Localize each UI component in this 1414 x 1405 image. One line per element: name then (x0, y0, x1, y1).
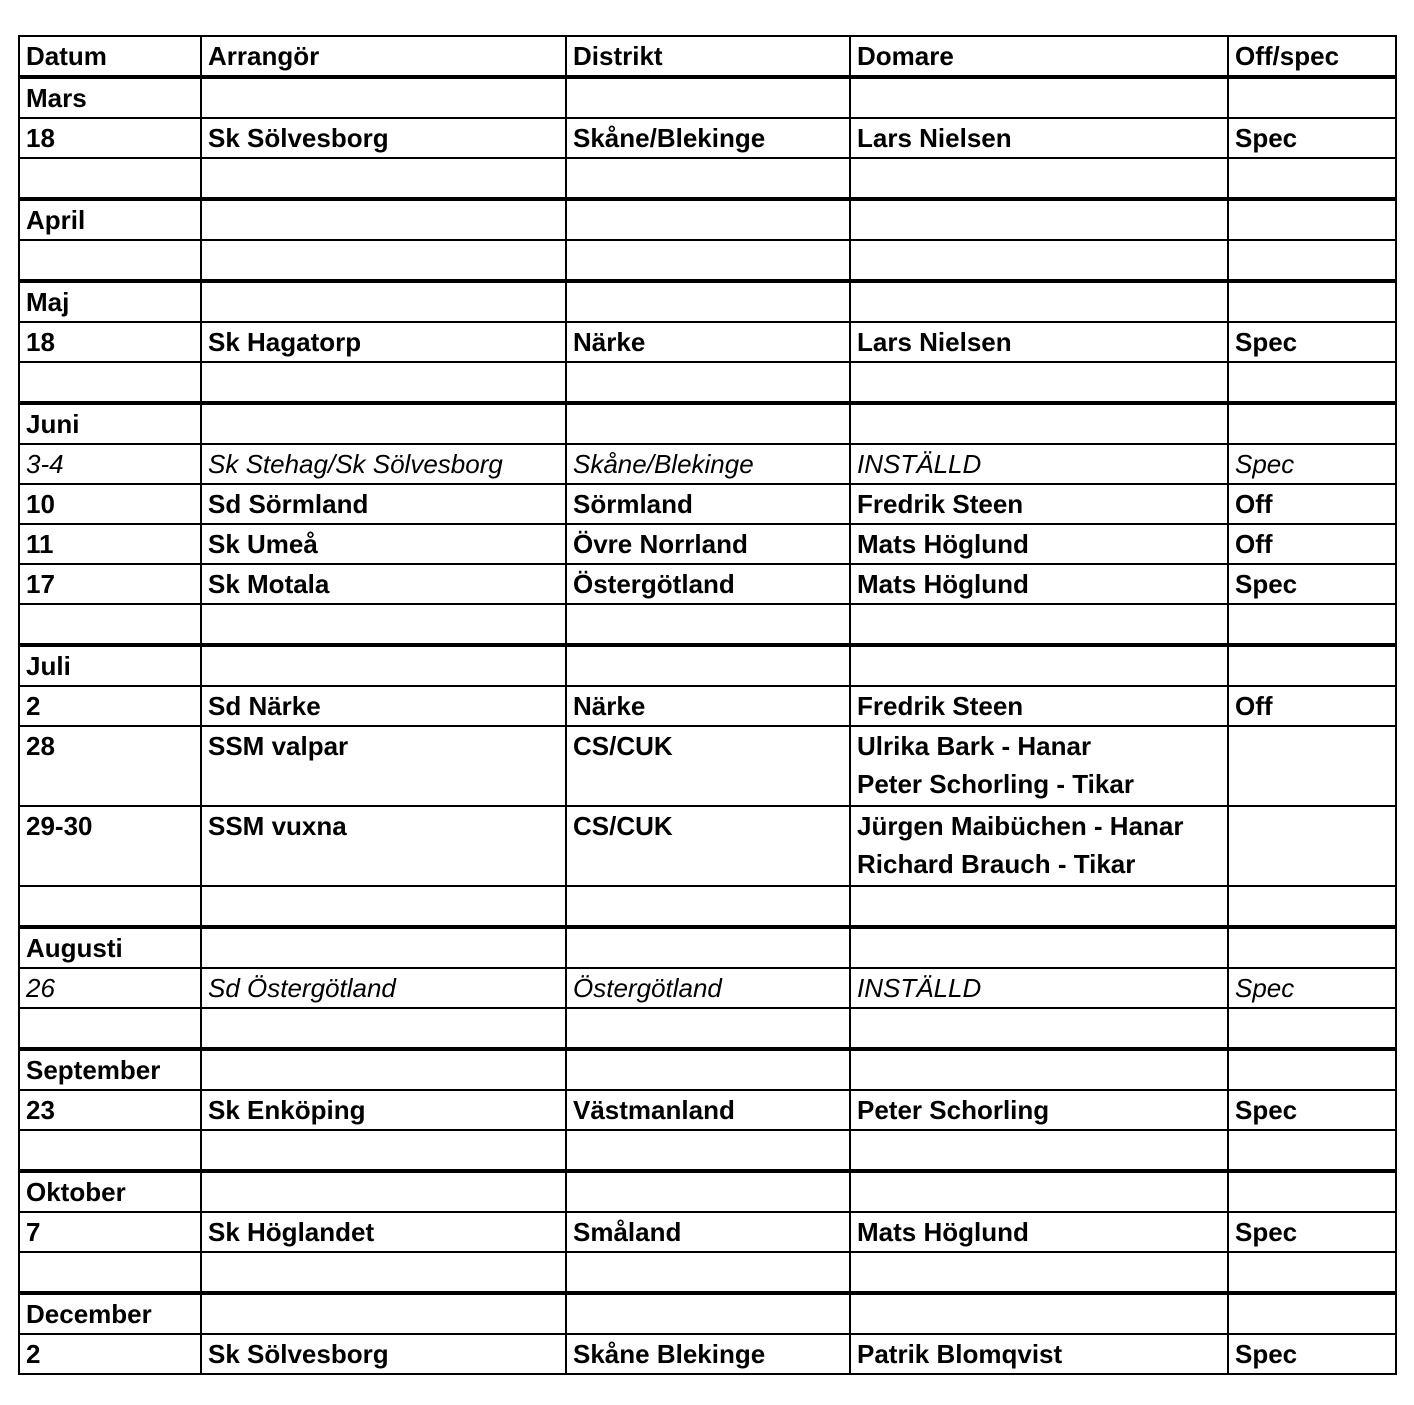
month-row (19, 1049, 1396, 1090)
cell-datum (19, 886, 201, 927)
cell-domare (850, 806, 1228, 886)
header-domare: Domare (850, 36, 1228, 77)
cell-arrangor (201, 604, 566, 645)
cell-arrangor: Sk Sölvesborg (201, 118, 566, 158)
cell-domare: Lars Nielsen (850, 118, 1228, 158)
cell-off-spec (1228, 806, 1396, 886)
cell-domare: Lars Nielsen (850, 322, 1228, 362)
cell-arrangor (201, 403, 566, 444)
cell-distrikt: Skåne/Blekinge (566, 118, 850, 158)
month-row (19, 281, 1396, 322)
cell-distrikt: Östergötland (566, 968, 850, 1008)
cell-arrangor (201, 1293, 566, 1334)
cell-off-spec (1228, 403, 1396, 444)
cell-domare (850, 1293, 1228, 1334)
cell-off-spec (1228, 1130, 1396, 1171)
table-row (19, 1212, 1396, 1252)
cell-datum (19, 1008, 201, 1049)
cell-datum: 7 (19, 1212, 201, 1252)
cell-distrikt: CS/CUK (566, 726, 850, 806)
table-row (19, 564, 1396, 604)
blank-row (19, 362, 1396, 403)
month-label: Maj (19, 281, 201, 322)
cell-domare: Mats Höglund (850, 524, 1228, 564)
header-row (19, 36, 1396, 77)
cell-distrikt: Sörmland (566, 484, 850, 524)
blank-row (19, 1130, 1396, 1171)
cell-off-spec: Spec (1228, 444, 1396, 484)
month-row (19, 1171, 1396, 1212)
blank-row (19, 158, 1396, 199)
cell-domare: INSTÄLLD (850, 444, 1228, 484)
cell-off-spec: Spec (1228, 968, 1396, 1008)
cell-distrikt: Övre Norrland (566, 524, 850, 564)
cell-datum: 10 (19, 484, 201, 524)
cell-distrikt (566, 362, 850, 403)
table-row (19, 524, 1396, 564)
cell-distrikt: Närke (566, 686, 850, 726)
cell-off-spec (1228, 1252, 1396, 1293)
cell-domare (850, 362, 1228, 403)
cell-domare (850, 927, 1228, 968)
judge-line-1: Ulrika Bark - Hanar (857, 731, 1092, 761)
table-row (19, 726, 1396, 806)
cell-domare: Mats Höglund (850, 564, 1228, 604)
cell-domare (850, 281, 1228, 322)
cell-domare: INSTÄLLD (850, 968, 1228, 1008)
cell-off-spec (1228, 1008, 1396, 1049)
cell-distrikt (566, 1293, 850, 1334)
cell-arrangor: Sk Hagatorp (201, 322, 566, 362)
cell-domare (850, 403, 1228, 444)
cell-arrangor: Sk Stehag/Sk Sölvesborg (201, 444, 566, 484)
cell-arrangor (201, 362, 566, 403)
cell-arrangor (201, 927, 566, 968)
month-label: Augusti (19, 927, 201, 968)
table-row (19, 686, 1396, 726)
cell-arrangor: SSM vuxna (201, 806, 566, 886)
cell-arrangor (201, 645, 566, 686)
cell-datum (19, 1252, 201, 1293)
cell-distrikt (566, 1130, 850, 1171)
month-row (19, 645, 1396, 686)
table-row (19, 806, 1396, 886)
cell-off-spec (1228, 726, 1396, 806)
cell-arrangor: Sk Sölvesborg (201, 1334, 566, 1374)
cell-arrangor: Sd Närke (201, 686, 566, 726)
header-arrangor: Arrangör (201, 36, 566, 77)
month-label: Mars (19, 77, 201, 118)
cell-distrikt: Skåne Blekinge (566, 1334, 850, 1374)
cell-arrangor (201, 199, 566, 240)
month-label: April (19, 199, 201, 240)
cell-domare (850, 886, 1228, 927)
schedule-table (18, 35, 1397, 1375)
blank-row (19, 886, 1396, 927)
cell-arrangor: Sd Sörmland (201, 484, 566, 524)
schedule-table-body (19, 36, 1396, 1374)
cell-off-spec (1228, 927, 1396, 968)
cell-datum: 18 (19, 322, 201, 362)
cell-datum: 2 (19, 686, 201, 726)
blank-row (19, 1008, 1396, 1049)
cell-domare (850, 1171, 1228, 1212)
blank-row (19, 240, 1396, 281)
cell-domare (850, 726, 1228, 806)
cell-domare (850, 158, 1228, 199)
cell-off-spec (1228, 645, 1396, 686)
table-row (19, 118, 1396, 158)
cell-arrangor (201, 1049, 566, 1090)
cell-off-spec: Spec (1228, 564, 1396, 604)
header-distrikt: Distrikt (566, 36, 850, 77)
cell-arrangor (201, 240, 566, 281)
month-label: Juni (19, 403, 201, 444)
cell-domare: Fredrik Steen (850, 484, 1228, 524)
cell-datum: 28 (19, 726, 201, 806)
cell-off-spec (1228, 240, 1396, 281)
cell-domare (850, 77, 1228, 118)
month-row (19, 927, 1396, 968)
cell-distrikt (566, 281, 850, 322)
cell-off-spec: Spec (1228, 1334, 1396, 1374)
judge-line-2: Richard Brauch - Tikar (857, 849, 1136, 879)
cell-arrangor: SSM valpar (201, 726, 566, 806)
cell-domare (850, 604, 1228, 645)
cell-domare (850, 199, 1228, 240)
blank-row (19, 1252, 1396, 1293)
cell-domare: Peter Schorling (850, 1090, 1228, 1130)
cell-off-spec (1228, 1171, 1396, 1212)
cell-datum: 26 (19, 968, 201, 1008)
cell-arrangor: Sk Enköping (201, 1090, 566, 1130)
cell-domare (850, 1130, 1228, 1171)
cell-arrangor (201, 158, 566, 199)
cell-arrangor (201, 1008, 566, 1049)
cell-arrangor: Sd Östergötland (201, 968, 566, 1008)
cell-domare (850, 1008, 1228, 1049)
header-datum: Datum (19, 36, 201, 77)
cell-arrangor (201, 1130, 566, 1171)
cell-distrikt (566, 199, 850, 240)
cell-distrikt: Småland (566, 1212, 850, 1252)
cell-off-spec (1228, 1049, 1396, 1090)
month-label: Oktober (19, 1171, 201, 1212)
cell-off-spec (1228, 886, 1396, 927)
month-row (19, 199, 1396, 240)
cell-datum: 3-4 (19, 444, 201, 484)
cell-datum: 17 (19, 564, 201, 604)
cell-domare: Mats Höglund (850, 1212, 1228, 1252)
cell-arrangor (201, 886, 566, 927)
cell-domare (850, 240, 1228, 281)
cell-distrikt (566, 1049, 850, 1090)
table-row (19, 1334, 1396, 1374)
header-off-spec: Off/spec (1228, 36, 1396, 77)
cell-datum (19, 158, 201, 199)
cell-arrangor (201, 77, 566, 118)
table-row (19, 484, 1396, 524)
table-row (19, 322, 1396, 362)
cell-distrikt (566, 1252, 850, 1293)
cell-datum: 18 (19, 118, 201, 158)
cell-distrikt (566, 240, 850, 281)
judge-line-2: Peter Schorling - Tikar (857, 769, 1134, 799)
cell-distrikt (566, 403, 850, 444)
cell-datum: 2 (19, 1334, 201, 1374)
cell-arrangor: Sk Höglandet (201, 1212, 566, 1252)
cell-datum: 29-30 (19, 806, 201, 886)
cell-distrikt (566, 1171, 850, 1212)
cell-off-spec (1228, 77, 1396, 118)
cell-datum (19, 362, 201, 403)
cell-off-spec (1228, 362, 1396, 403)
cell-distrikt (566, 158, 850, 199)
cell-arrangor (201, 1252, 566, 1293)
cell-domare: Patrik Blomqvist (850, 1334, 1228, 1374)
cell-off-spec (1228, 1293, 1396, 1334)
month-label: December (19, 1293, 201, 1334)
cell-distrikt: Västmanland (566, 1090, 850, 1130)
cell-arrangor: Sk Motala (201, 564, 566, 604)
cell-datum (19, 604, 201, 645)
cell-distrikt: Skåne/Blekinge (566, 444, 850, 484)
cell-off-spec: Spec (1228, 1090, 1396, 1130)
cell-off-spec (1228, 158, 1396, 199)
cell-distrikt: Östergötland (566, 564, 850, 604)
cell-datum (19, 1130, 201, 1171)
cell-domare (850, 1049, 1228, 1090)
cell-off-spec (1228, 281, 1396, 322)
cell-distrikt: Närke (566, 322, 850, 362)
cell-off-spec: Spec (1228, 118, 1396, 158)
table-row (19, 968, 1396, 1008)
cell-domare (850, 1252, 1228, 1293)
cell-off-spec: Off (1228, 524, 1396, 564)
cell-distrikt (566, 77, 850, 118)
cell-datum: 11 (19, 524, 201, 564)
cell-domare (850, 645, 1228, 686)
month-row (19, 403, 1396, 444)
cell-off-spec: Spec (1228, 322, 1396, 362)
cell-distrikt (566, 1008, 850, 1049)
cell-distrikt (566, 927, 850, 968)
cell-distrikt (566, 645, 850, 686)
judge-line-1: Jürgen Maibüchen - Hanar (857, 811, 1184, 841)
cell-arrangor: Sk Umeå (201, 524, 566, 564)
cell-distrikt (566, 886, 850, 927)
cell-datum (19, 240, 201, 281)
month-row (19, 1293, 1396, 1334)
cell-off-spec (1228, 199, 1396, 240)
cell-domare: Fredrik Steen (850, 686, 1228, 726)
cell-distrikt: CS/CUK (566, 806, 850, 886)
cell-arrangor (201, 281, 566, 322)
cell-distrikt (566, 604, 850, 645)
cell-off-spec (1228, 604, 1396, 645)
table-row (19, 1090, 1396, 1130)
cell-off-spec: Spec (1228, 1212, 1396, 1252)
cell-off-spec: Off (1228, 484, 1396, 524)
month-row (19, 77, 1396, 118)
month-label: September (19, 1049, 201, 1090)
month-label: Juli (19, 645, 201, 686)
cell-off-spec: Off (1228, 686, 1396, 726)
cell-arrangor (201, 1171, 566, 1212)
table-row (19, 444, 1396, 484)
cell-datum: 23 (19, 1090, 201, 1130)
blank-row (19, 604, 1396, 645)
